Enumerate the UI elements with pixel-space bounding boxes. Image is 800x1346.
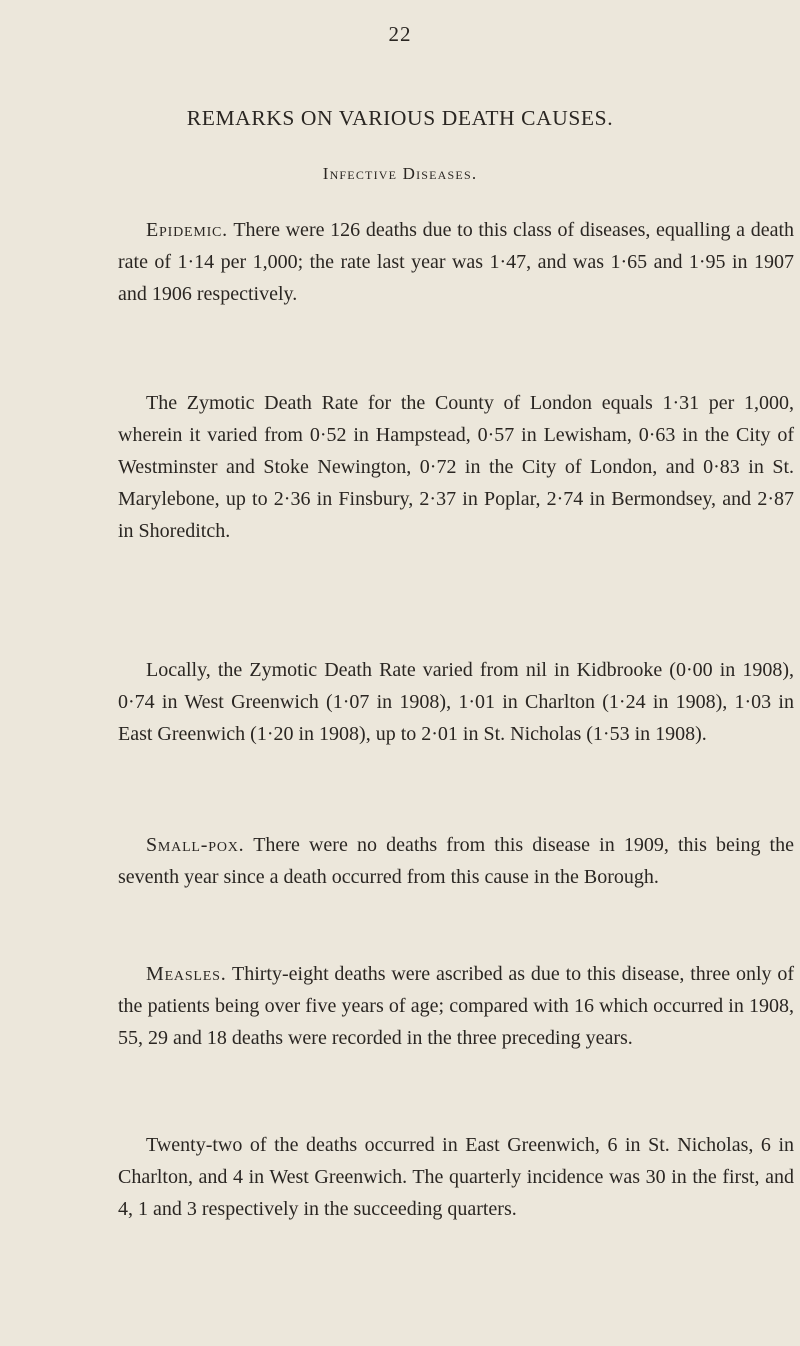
paragraph-text: The Zymotic Death Rate for the County of London equals 1·31 per 1,000, wherein it varied from 0·52 in Hampstead, 0·57 in Lewisham, 0·63 in the City of Westminster and Stoke Newington, 0·72 in the City of London, and 0·83 in St. Marylebone, up to 2·36 in Finsbury, 2·37 in Poplar, 2·74 in Bermondsey, and 2·87 in Shoreditch.	[118, 392, 794, 542]
paragraph-text: There were 126 deaths due to this class of diseases, equalling a death rate of 1·14 per 1,000; the rate last year was 1·47, and was 1·65 and 1·95 in 1907 and 1906 respectively.	[118, 219, 795, 305]
paragraph-text: Twenty-two of the deaths occurred in East Greenwich, 6 in St. Nicholas, 6 in Charlton, and 4 in West Greenwich. The quarterly incidence was 30 in the first, and 4, 1 and 3 respectively in the succeeding quarters.	[118, 1134, 794, 1220]
paragraph-text: There were no deaths from this disease in 1909, this being the seventh year since a death occurred from this cause in the Borough.	[118, 834, 794, 888]
paragraph-text: Thirty-eight deaths were ascribed as due to this disease, three only of the patients being over five years of age; compared with 16 which occurred in 1908, 55, 29 and 18 deaths were recorded in the three preceding years.	[118, 963, 795, 1049]
paragraph-lead: Measles.	[146, 963, 227, 985]
paragraph-measles-distribution	[118, 1129, 794, 1225]
paragraph-zymotic-london	[118, 387, 794, 547]
paragraph-text: Locally, the Zymotic Death Rate varied from nil in Kidbrooke (0·00 in 1908), 0·74 in West Greenwich (1·07 in 1908), 1·01 in Charlton (1·24 in 1908), 1·03 in East Greenwich (1·20 in 1908), up to 2·01 in St. Nicholas (1·53 in 1908).	[118, 659, 794, 745]
paragraph-small-pox	[118, 829, 794, 893]
paragraph-zymotic-local	[118, 654, 794, 750]
page-number: 22	[388, 22, 412, 46]
page-title: REMARKS ON VARIOUS DEATH CAUSES.	[186, 106, 614, 130]
paragraph-measles	[118, 958, 794, 1054]
paragraph-lead: Epidemic.	[146, 219, 228, 241]
paragraph-epidemic	[118, 214, 794, 310]
paragraph-lead: Small-pox.	[146, 834, 245, 856]
section-heading: Infective Diseases.	[322, 164, 478, 183]
